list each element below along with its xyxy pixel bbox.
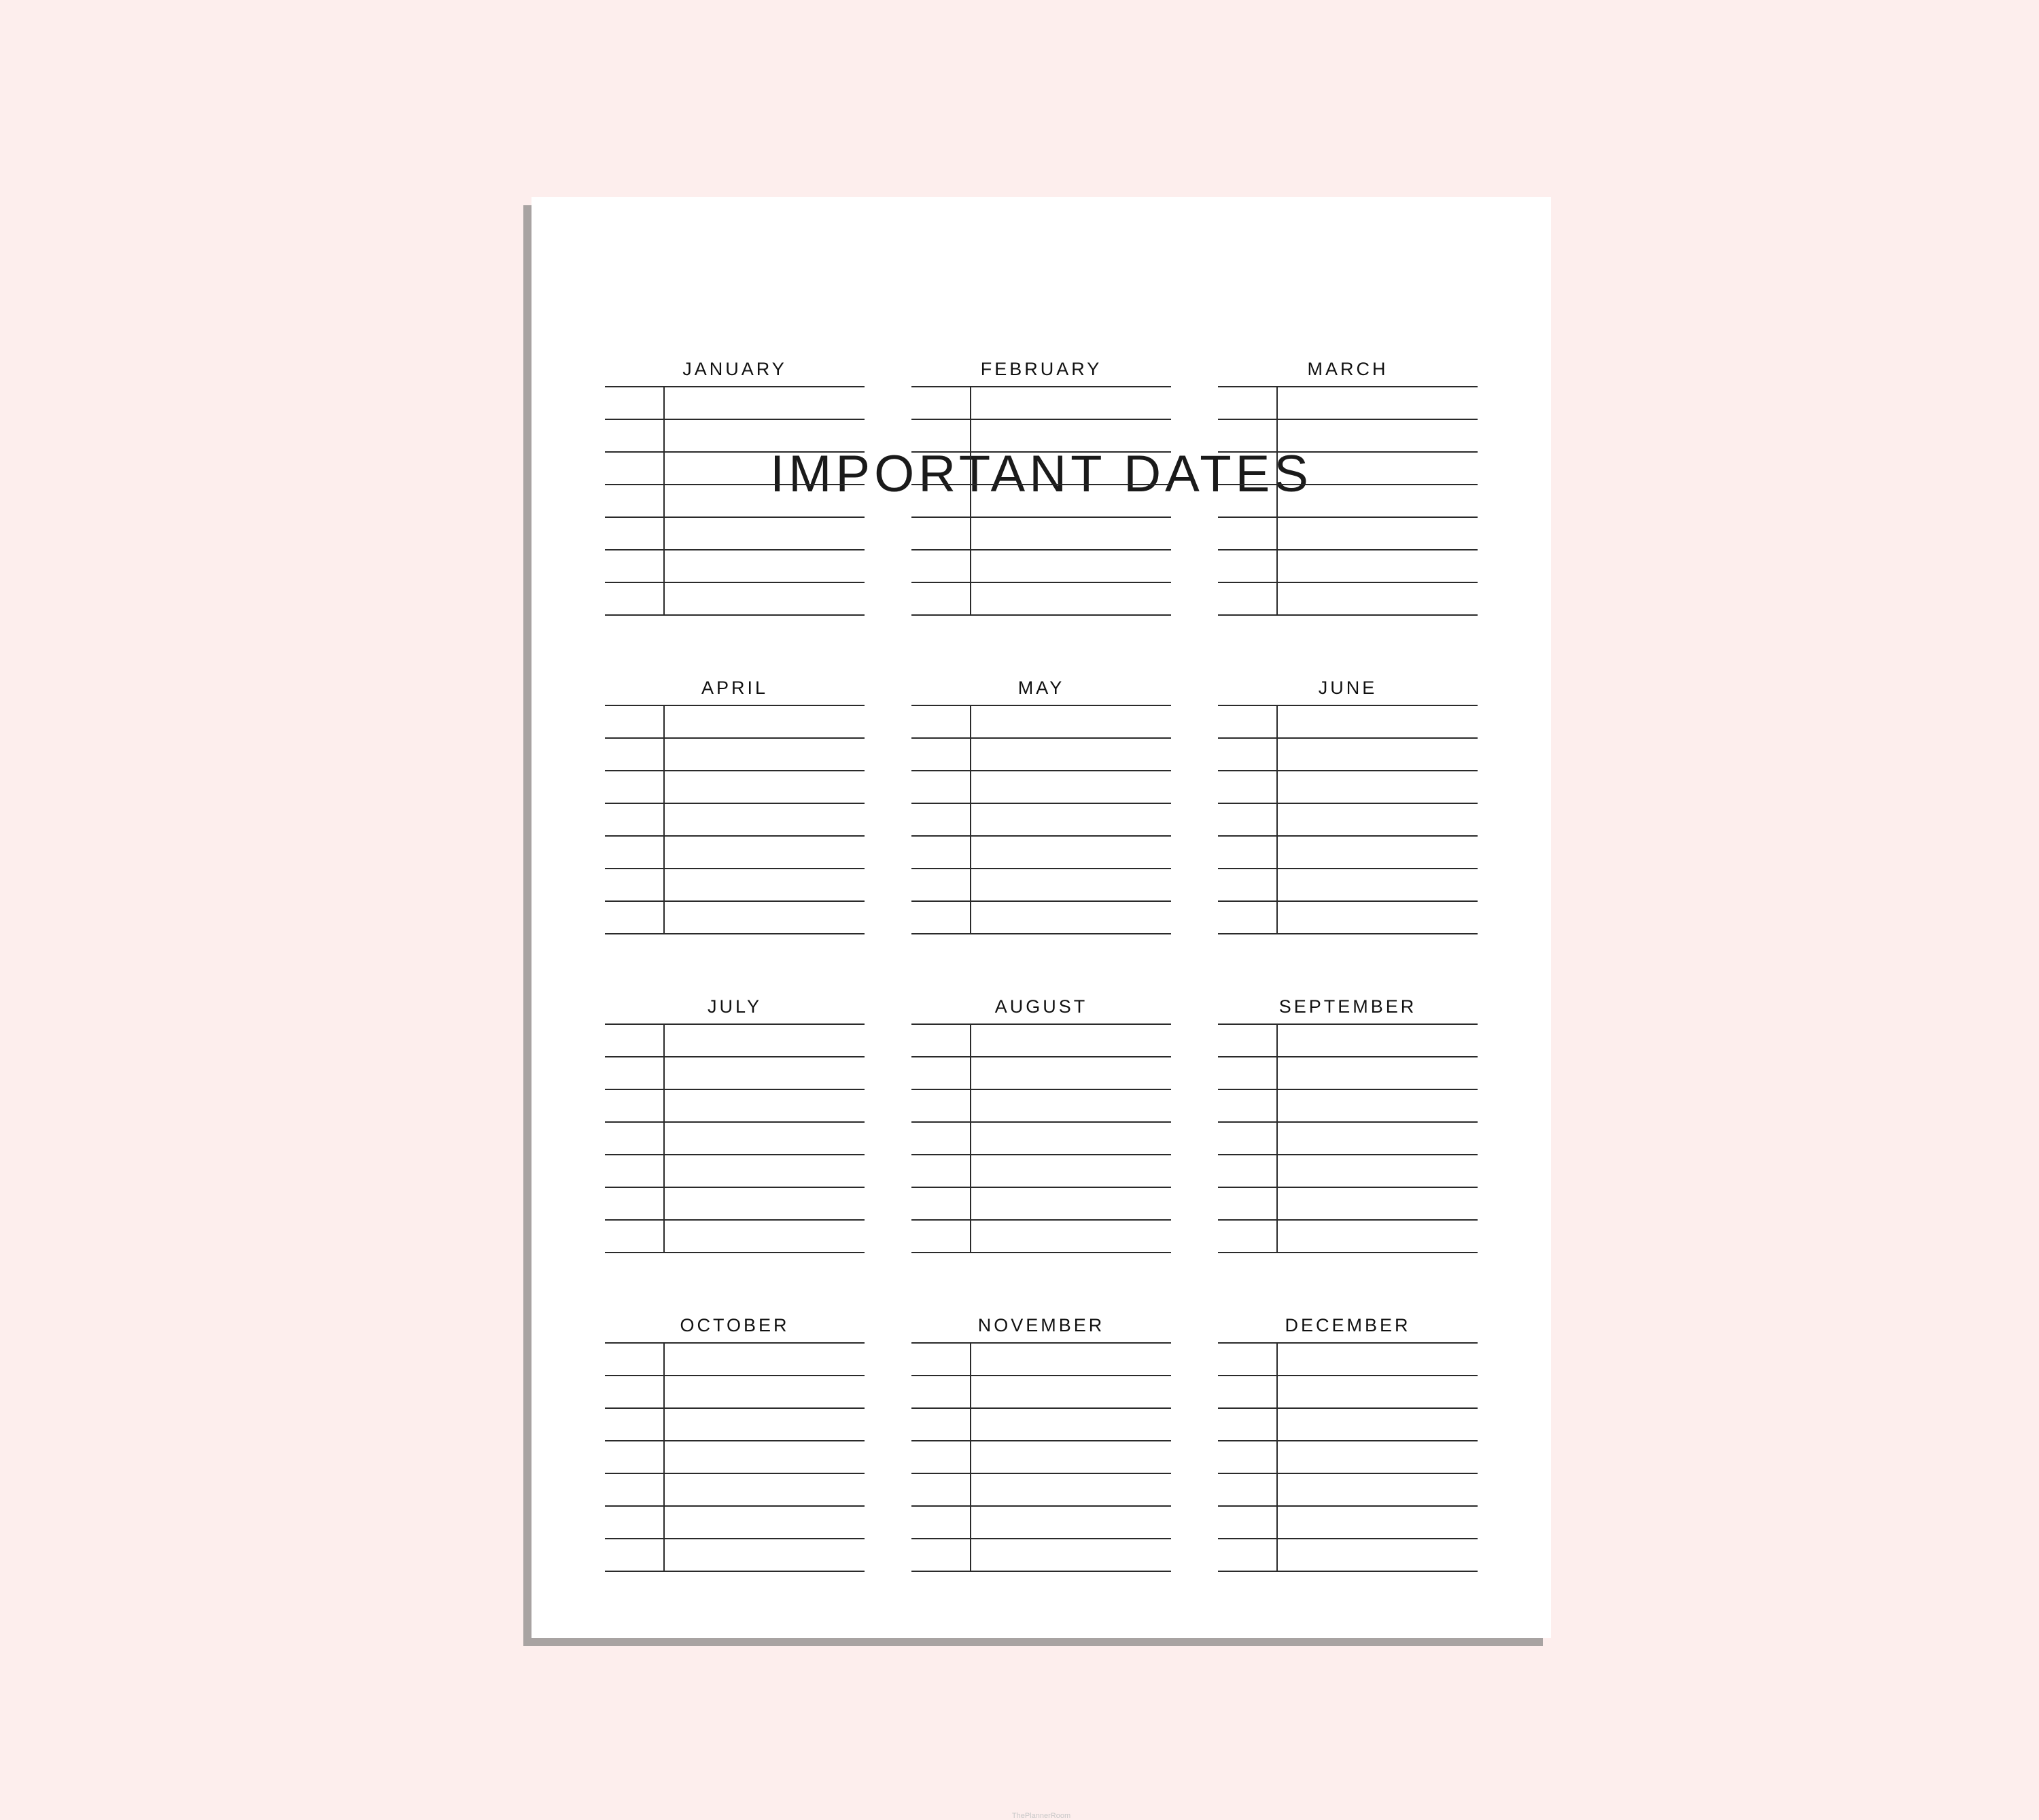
note-cell (1278, 1409, 1478, 1440)
note-cell (1278, 583, 1478, 614)
month-rows (911, 1023, 1171, 1252)
note-cell (1278, 485, 1478, 517)
month-block-april (605, 678, 865, 941)
note-cell (665, 1344, 865, 1375)
date-cell (605, 1539, 665, 1571)
date-row (911, 803, 1171, 835)
date-cell (605, 1221, 665, 1252)
date-cell (605, 1474, 665, 1505)
date-cell (911, 550, 971, 582)
date-row (911, 770, 1171, 803)
month-rows (605, 386, 865, 614)
note-cell (665, 1474, 865, 1505)
date-cell (605, 550, 665, 582)
note-cell (971, 1539, 1171, 1571)
date-cell (1218, 1441, 1278, 1473)
note-cell (665, 1057, 865, 1089)
date-row (911, 1219, 1171, 1253)
date-row (911, 1187, 1171, 1219)
date-row (911, 1473, 1171, 1505)
note-cell (665, 804, 865, 835)
date-row (605, 484, 865, 517)
date-cell (911, 837, 971, 868)
note-cell (1278, 706, 1478, 737)
date-cell (605, 1441, 665, 1473)
page-title: IMPORTANT DATES (769, 445, 1312, 503)
date-cell (1218, 804, 1278, 835)
note-cell (1278, 1057, 1478, 1089)
note-cell (665, 1188, 865, 1219)
date-row (911, 386, 1171, 419)
date-row (1218, 386, 1478, 419)
note-cell (1278, 1090, 1478, 1121)
note-cell (1278, 1188, 1478, 1219)
date-row (605, 517, 865, 549)
date-cell (605, 1155, 665, 1187)
date-cell (605, 1057, 665, 1089)
date-row (1218, 1089, 1478, 1121)
date-row (911, 582, 1171, 616)
note-cell (665, 485, 865, 517)
date-row (911, 451, 1171, 484)
note-cell (971, 771, 1171, 803)
note-cell (665, 1376, 865, 1407)
month-label: FEBRUARY (980, 359, 1102, 379)
date-row (605, 582, 865, 616)
date-cell (911, 1474, 971, 1505)
date-row (1218, 1121, 1478, 1154)
month-block-december (1218, 1315, 1478, 1579)
note-cell (1278, 1123, 1478, 1154)
date-cell (911, 804, 971, 835)
date-row (605, 868, 865, 900)
note-cell (1278, 1025, 1478, 1056)
date-row (911, 1440, 1171, 1473)
month-rows (911, 386, 1171, 614)
date-cell (911, 1409, 971, 1440)
date-cell (911, 1221, 971, 1252)
date-cell (1218, 485, 1278, 517)
date-cell (1218, 869, 1278, 900)
month-block-november (911, 1315, 1171, 1579)
note-cell (665, 1507, 865, 1538)
date-row (911, 835, 1171, 868)
date-row (911, 1375, 1171, 1407)
date-row (1218, 803, 1478, 835)
date-cell (911, 420, 971, 451)
month-block-may (911, 678, 1171, 941)
note-cell (1278, 1376, 1478, 1407)
month-block-october (605, 1315, 865, 1579)
note-cell (665, 739, 865, 770)
note-cell (1278, 1474, 1478, 1505)
date-row (1218, 770, 1478, 803)
note-cell (1278, 1221, 1478, 1252)
date-cell (1218, 1221, 1278, 1252)
note-cell (1278, 739, 1478, 770)
note-cell (665, 1539, 865, 1571)
date-cell (605, 518, 665, 549)
date-row (1218, 1440, 1478, 1473)
month-label: AUGUST (994, 996, 1088, 1017)
month-block-march (1218, 359, 1478, 623)
date-row (911, 868, 1171, 900)
date-row (1218, 1342, 1478, 1375)
date-row (911, 1538, 1171, 1572)
note-cell (1278, 902, 1478, 933)
date-row (1218, 1407, 1478, 1440)
note-cell (665, 902, 865, 933)
date-cell (605, 739, 665, 770)
date-row (1218, 549, 1478, 582)
date-row (911, 549, 1171, 582)
date-row (605, 1219, 865, 1253)
month-label: MAY (1017, 678, 1065, 698)
date-row (605, 1440, 865, 1473)
date-row (605, 1154, 865, 1187)
note-cell (665, 387, 865, 419)
date-row (911, 484, 1171, 517)
date-cell (911, 771, 971, 803)
date-cell (911, 739, 971, 770)
month-block-february (911, 359, 1171, 623)
date-row (605, 1407, 865, 1440)
date-cell (911, 902, 971, 933)
date-cell (605, 837, 665, 868)
note-cell (665, 869, 865, 900)
note-cell (971, 1090, 1171, 1121)
note-cell (971, 485, 1171, 517)
date-cell (1218, 837, 1278, 868)
note-cell (665, 1441, 865, 1473)
note-cell (971, 1221, 1171, 1252)
note-cell (971, 453, 1171, 484)
date-row (1218, 868, 1478, 900)
date-cell (1218, 706, 1278, 737)
date-cell (1218, 1376, 1278, 1407)
date-row (1218, 1056, 1478, 1089)
note-cell (665, 1025, 865, 1056)
date-cell (1218, 1474, 1278, 1505)
date-row (1218, 517, 1478, 549)
note-cell (1278, 1441, 1478, 1473)
month-label: SEPTEMBER (1278, 996, 1417, 1017)
date-cell (1218, 902, 1278, 933)
date-row (911, 1023, 1171, 1056)
month-rows (1218, 705, 1478, 933)
note-cell (971, 1155, 1171, 1187)
month-rows (911, 705, 1171, 933)
date-cell (1218, 518, 1278, 549)
date-row (1218, 1538, 1478, 1572)
date-cell (1218, 1344, 1278, 1375)
date-cell (605, 706, 665, 737)
date-row (1218, 582, 1478, 616)
date-row (605, 451, 865, 484)
note-cell (1278, 453, 1478, 484)
date-cell (911, 706, 971, 737)
note-cell (971, 739, 1171, 770)
note-cell (971, 550, 1171, 582)
date-row (911, 1342, 1171, 1375)
month-rows (605, 1023, 865, 1252)
note-cell (971, 1188, 1171, 1219)
date-cell (1218, 550, 1278, 582)
note-cell (971, 1441, 1171, 1473)
date-row (605, 1089, 865, 1121)
month-rows (605, 1342, 865, 1571)
date-cell (605, 420, 665, 451)
month-rows (1218, 386, 1478, 614)
date-row (911, 517, 1171, 549)
date-cell (1218, 1539, 1278, 1571)
note-cell (1278, 387, 1478, 419)
date-row (1218, 1505, 1478, 1538)
date-cell (911, 1155, 971, 1187)
date-cell (911, 1376, 971, 1407)
date-row (605, 1375, 865, 1407)
watermark: ThePlannerRoom (1011, 1812, 1071, 1820)
month-label: OCTOBER (680, 1315, 790, 1335)
date-cell (605, 869, 665, 900)
date-row (1218, 1375, 1478, 1407)
date-cell (605, 485, 665, 517)
note-cell (971, 1057, 1171, 1089)
date-cell (1218, 387, 1278, 419)
month-block-january (605, 359, 865, 623)
note-cell (971, 1025, 1171, 1056)
date-row (911, 419, 1171, 451)
month-rows (605, 705, 865, 933)
month-label: MARCH (1307, 359, 1389, 379)
note-cell (971, 804, 1171, 835)
date-cell (911, 1025, 971, 1056)
date-cell (1218, 1409, 1278, 1440)
date-row (605, 803, 865, 835)
date-row (911, 1407, 1171, 1440)
note-cell (665, 583, 865, 614)
date-cell (911, 869, 971, 900)
note-cell (1278, 518, 1478, 549)
date-cell (1218, 583, 1278, 614)
note-cell (971, 1123, 1171, 1154)
note-cell (1278, 420, 1478, 451)
note-cell (665, 771, 865, 803)
date-row (1218, 705, 1478, 737)
date-row (911, 1121, 1171, 1154)
note-cell (1278, 1507, 1478, 1538)
date-cell (911, 485, 971, 517)
date-row (605, 737, 865, 770)
note-cell (1278, 1539, 1478, 1571)
note-cell (971, 837, 1171, 868)
date-row (1218, 1187, 1478, 1219)
note-cell (971, 869, 1171, 900)
date-cell (605, 902, 665, 933)
date-cell (911, 583, 971, 614)
note-cell (971, 902, 1171, 933)
note-cell (665, 453, 865, 484)
month-label: JUNE (1318, 678, 1378, 698)
note-cell (665, 518, 865, 549)
date-cell (1218, 420, 1278, 451)
month-rows (1218, 1023, 1478, 1252)
note-cell (971, 1507, 1171, 1538)
note-cell (971, 1409, 1171, 1440)
note-cell (971, 583, 1171, 614)
note-cell (665, 1090, 865, 1121)
date-row (605, 419, 865, 451)
note-cell (665, 1221, 865, 1252)
date-cell (911, 453, 971, 484)
note-cell (1278, 1344, 1478, 1375)
date-cell (911, 1507, 971, 1538)
date-cell (1218, 453, 1278, 484)
date-cell (605, 387, 665, 419)
date-row (911, 1154, 1171, 1187)
date-cell (605, 1507, 665, 1538)
month-label: DECEMBER (1285, 1315, 1411, 1335)
date-row (605, 1505, 865, 1538)
date-cell (605, 1344, 665, 1375)
note-cell (665, 1409, 865, 1440)
note-cell (1278, 869, 1478, 900)
month-rows (1218, 1342, 1478, 1571)
note-cell (971, 387, 1171, 419)
date-row (605, 1056, 865, 1089)
date-cell (605, 453, 665, 484)
date-row (1218, 1023, 1478, 1056)
date-row (605, 705, 865, 737)
note-cell (665, 420, 865, 451)
date-cell (605, 1090, 665, 1121)
note-cell (665, 1155, 865, 1187)
date-row (605, 1342, 865, 1375)
date-cell (911, 1188, 971, 1219)
date-row (605, 386, 865, 419)
date-cell (605, 771, 665, 803)
date-row (1218, 419, 1478, 451)
date-cell (911, 518, 971, 549)
month-label: APRIL (701, 678, 769, 698)
date-row (1218, 1473, 1478, 1505)
date-cell (605, 804, 665, 835)
date-cell (1218, 1507, 1278, 1538)
note-cell (665, 837, 865, 868)
date-cell (911, 1344, 971, 1375)
note-cell (971, 1376, 1171, 1407)
date-row (1218, 737, 1478, 770)
note-cell (1278, 804, 1478, 835)
date-cell (1218, 1090, 1278, 1121)
date-cell (1218, 1057, 1278, 1089)
month-block-august (911, 996, 1171, 1260)
date-row (1218, 484, 1478, 517)
date-row (605, 1187, 865, 1219)
note-cell (665, 550, 865, 582)
date-cell (605, 1123, 665, 1154)
note-cell (971, 420, 1171, 451)
date-row (605, 1121, 865, 1154)
date-row (1218, 900, 1478, 934)
date-cell (1218, 771, 1278, 803)
date-cell (911, 387, 971, 419)
note-cell (971, 518, 1171, 549)
date-cell (1218, 1188, 1278, 1219)
date-row (911, 737, 1171, 770)
month-block-september (1218, 996, 1478, 1260)
date-cell (911, 1123, 971, 1154)
date-row (1218, 1219, 1478, 1253)
date-row (605, 549, 865, 582)
note-cell (665, 706, 865, 737)
date-row (605, 1538, 865, 1572)
date-cell (605, 1188, 665, 1219)
date-row (605, 835, 865, 868)
date-row (605, 770, 865, 803)
date-cell (911, 1539, 971, 1571)
date-cell (1218, 1123, 1278, 1154)
date-row (1218, 451, 1478, 484)
planner-page (531, 197, 1551, 1820)
note-cell (1278, 550, 1478, 582)
date-cell (605, 583, 665, 614)
date-row (605, 1473, 865, 1505)
month-label: JULY (707, 996, 763, 1017)
month-block-july (605, 996, 865, 1260)
date-cell (605, 1409, 665, 1440)
note-cell (1278, 771, 1478, 803)
date-cell (1218, 1025, 1278, 1056)
note-cell (971, 706, 1171, 737)
date-row (1218, 835, 1478, 868)
date-cell (1218, 739, 1278, 770)
date-cell (911, 1057, 971, 1089)
date-row (605, 1023, 865, 1056)
note-cell (971, 1344, 1171, 1375)
month-rows (911, 1342, 1171, 1571)
month-label: NOVEMBER (977, 1315, 1105, 1335)
date-cell (911, 1441, 971, 1473)
month-label: JANUARY (682, 359, 787, 379)
date-cell (911, 1090, 971, 1121)
note-cell (665, 1123, 865, 1154)
date-row (911, 1089, 1171, 1121)
date-cell (605, 1025, 665, 1056)
date-row (1218, 1154, 1478, 1187)
date-cell (1218, 1155, 1278, 1187)
date-row (911, 705, 1171, 737)
date-row (911, 1505, 1171, 1538)
month-block-june (1218, 678, 1478, 941)
note-cell (971, 1474, 1171, 1505)
note-cell (1278, 837, 1478, 868)
date-row (911, 900, 1171, 934)
date-cell (605, 1376, 665, 1407)
note-cell (1278, 1155, 1478, 1187)
date-row (605, 900, 865, 934)
date-row (911, 1056, 1171, 1089)
